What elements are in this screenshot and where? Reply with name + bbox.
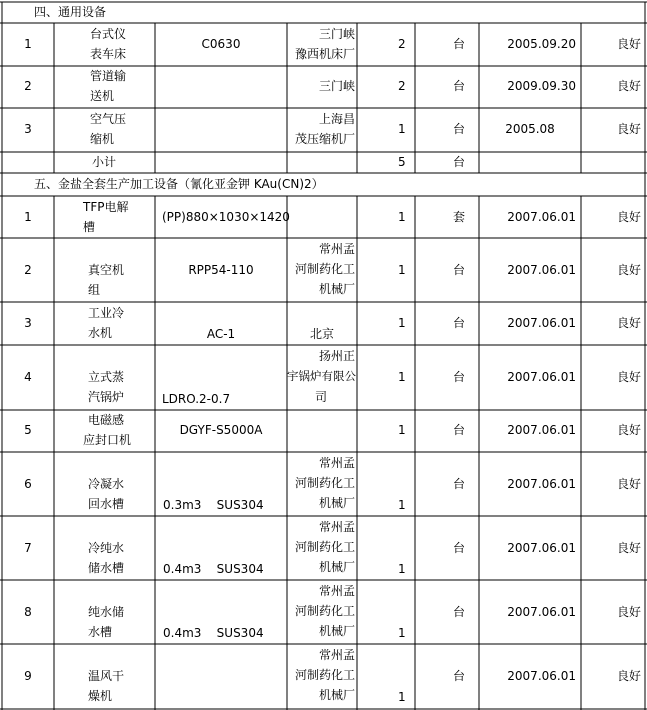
- row-number: 8: [24, 605, 32, 619]
- unit: 套: [453, 210, 466, 224]
- row-number: 3: [24, 122, 32, 136]
- status: 良好: [616, 605, 641, 619]
- equipment-name: 立式蒸: [88, 370, 125, 384]
- manufacturer: 扬州正: [318, 349, 355, 363]
- date: 2007.06.01: [507, 210, 576, 224]
- subtotal-label: 小计: [92, 155, 117, 169]
- date: 2007.06.01: [507, 316, 576, 330]
- equipment-name: 组: [88, 283, 101, 297]
- manufacturer: 常州孟: [318, 648, 355, 662]
- status: 良好: [616, 541, 641, 555]
- manufacturer: 上海昌: [318, 112, 355, 126]
- equipment-name: 冷纯水: [88, 541, 125, 555]
- model-spec: LDRO.2-0.7: [162, 392, 231, 406]
- quantity: 1: [398, 370, 406, 384]
- manufacturer: 三门峡: [318, 27, 355, 41]
- date: 2007.06.01: [507, 423, 576, 437]
- row-number: 6: [24, 477, 32, 491]
- row-number: 3: [24, 316, 32, 330]
- equipment-name: 工业冷: [88, 306, 125, 320]
- equipment-name: 台式仪: [90, 27, 127, 41]
- row-number: 1: [24, 37, 32, 51]
- unit: 台: [453, 263, 466, 277]
- quantity: 1: [398, 263, 406, 277]
- manufacturer: 常州孟: [318, 584, 355, 598]
- manufacturer: 豫西机床厂: [294, 47, 355, 61]
- quantity: 1: [398, 122, 406, 136]
- unit: 台: [453, 477, 466, 491]
- row-number: 9: [24, 669, 32, 683]
- unit: 台: [453, 541, 466, 555]
- equipment-name: 空气压: [90, 112, 127, 126]
- model-spec: AC-1: [206, 327, 236, 341]
- equipment-name: 缩机: [90, 132, 115, 146]
- model-spec: 0.4m3 SUS304: [163, 626, 264, 640]
- unit: 台: [453, 316, 466, 330]
- model-spec: DGYF-S5000A: [179, 423, 263, 437]
- unit: 台: [453, 122, 466, 136]
- quantity: 2: [398, 79, 406, 93]
- status: 良好: [616, 210, 641, 224]
- equipment-name: 水槽: [88, 625, 113, 639]
- manufacturer: 河制药化工: [294, 540, 355, 554]
- section-title: 四、通用设备: [34, 5, 107, 19]
- date: 2005.08: [505, 122, 555, 136]
- status: 良好: [616, 370, 641, 384]
- equipment-name: 冷凝水: [88, 477, 125, 491]
- row-number: 4: [24, 370, 32, 384]
- manufacturer: 北京: [309, 327, 334, 341]
- manufacturer: 河制药化工: [294, 262, 355, 276]
- equipment-name: 燥机: [88, 689, 113, 703]
- unit: 台: [453, 37, 466, 51]
- equipment-name: 送机: [90, 89, 115, 103]
- unit: 台: [453, 423, 466, 437]
- quantity: 2: [398, 37, 406, 51]
- equipment-name: 汽锅炉: [88, 390, 125, 404]
- row-number: 2: [24, 263, 32, 277]
- row-number: 5: [24, 423, 32, 437]
- manufacturer: 机械厂: [318, 688, 355, 702]
- manufacturer: 机械厂: [318, 560, 355, 574]
- manufacturer: 常州孟: [318, 520, 355, 534]
- quantity: 1: [398, 423, 406, 437]
- quantity: 1: [398, 210, 406, 224]
- subtotal-unit: 台: [453, 155, 466, 169]
- date: 2007.06.01: [507, 370, 576, 384]
- equipment-name: 纯水储: [88, 605, 125, 619]
- status: 良好: [616, 37, 641, 51]
- equipment-name: 回水槽: [88, 497, 125, 511]
- manufacturer: 机械厂: [318, 496, 355, 510]
- manufacturer: 机械厂: [318, 624, 355, 638]
- date: 2007.06.01: [507, 541, 576, 555]
- equipment-name: 管道输: [90, 69, 127, 83]
- manufacturer: 河制药化工: [294, 668, 355, 682]
- unit: 台: [453, 370, 466, 384]
- status: 良好: [616, 423, 641, 437]
- status: 良好: [616, 122, 641, 136]
- equipment-name: 电磁感: [88, 413, 125, 427]
- model-spec: 0.3m3 SUS304: [163, 498, 264, 512]
- manufacturer: 河制药化工: [294, 604, 355, 618]
- quantity: 1: [398, 562, 406, 576]
- date: 2009.09.30: [507, 79, 576, 93]
- equipment-name: 应封口机: [83, 433, 132, 447]
- manufacturer: 河制药化工: [294, 476, 355, 490]
- status: 良好: [616, 316, 641, 330]
- model-spec: (PP)880×1030×1420: [162, 210, 290, 224]
- status: 良好: [616, 669, 641, 683]
- status: 良好: [616, 263, 641, 277]
- date: 2005.09.20: [507, 37, 576, 51]
- manufacturer: 常州孟: [318, 242, 355, 256]
- equipment-name: 储水槽: [88, 561, 125, 575]
- manufacturer: 宇锅炉有限公: [287, 369, 356, 383]
- date: 2007.06.01: [507, 477, 576, 491]
- quantity: 1: [398, 316, 406, 330]
- unit: 台: [453, 669, 466, 683]
- equipment-name: 温风干: [88, 669, 125, 683]
- equipment-name: TFP电解: [83, 200, 129, 214]
- quantity: 1: [398, 498, 406, 512]
- row-number: 2: [24, 79, 32, 93]
- equipment-name: 水机: [88, 326, 113, 340]
- model-spec: RPP54-110: [188, 263, 254, 277]
- status: 良好: [616, 477, 641, 491]
- row-number: 7: [24, 541, 32, 555]
- equipment-name: 槽: [83, 220, 96, 234]
- row-number: 1: [24, 210, 32, 224]
- manufacturer: 茂压缩机厂: [294, 132, 355, 146]
- unit: 台: [453, 605, 466, 619]
- quantity: 1: [398, 690, 406, 704]
- manufacturer: 三门峡: [318, 79, 355, 93]
- status: 良好: [616, 79, 641, 93]
- section-title: 五、金盐全套生产加工设备（氰化亚金钾 KAu(CN)2）: [34, 177, 324, 191]
- date: 2007.06.01: [507, 669, 576, 683]
- model-spec: C0630: [201, 37, 241, 51]
- manufacturer: 机械厂: [318, 282, 355, 296]
- manufacturer: 常州孟: [318, 456, 355, 470]
- equipment-name: 真空机: [88, 263, 125, 277]
- date: 2007.06.01: [507, 263, 576, 277]
- manufacturer: 司: [315, 390, 328, 404]
- model-spec: 0.4m3 SUS304: [163, 562, 264, 576]
- quantity: 1: [398, 626, 406, 640]
- date: 2007.06.01: [507, 605, 576, 619]
- subtotal-quantity: 5: [398, 155, 406, 169]
- unit: 台: [453, 79, 466, 93]
- equipment-name: 表车床: [90, 47, 127, 61]
